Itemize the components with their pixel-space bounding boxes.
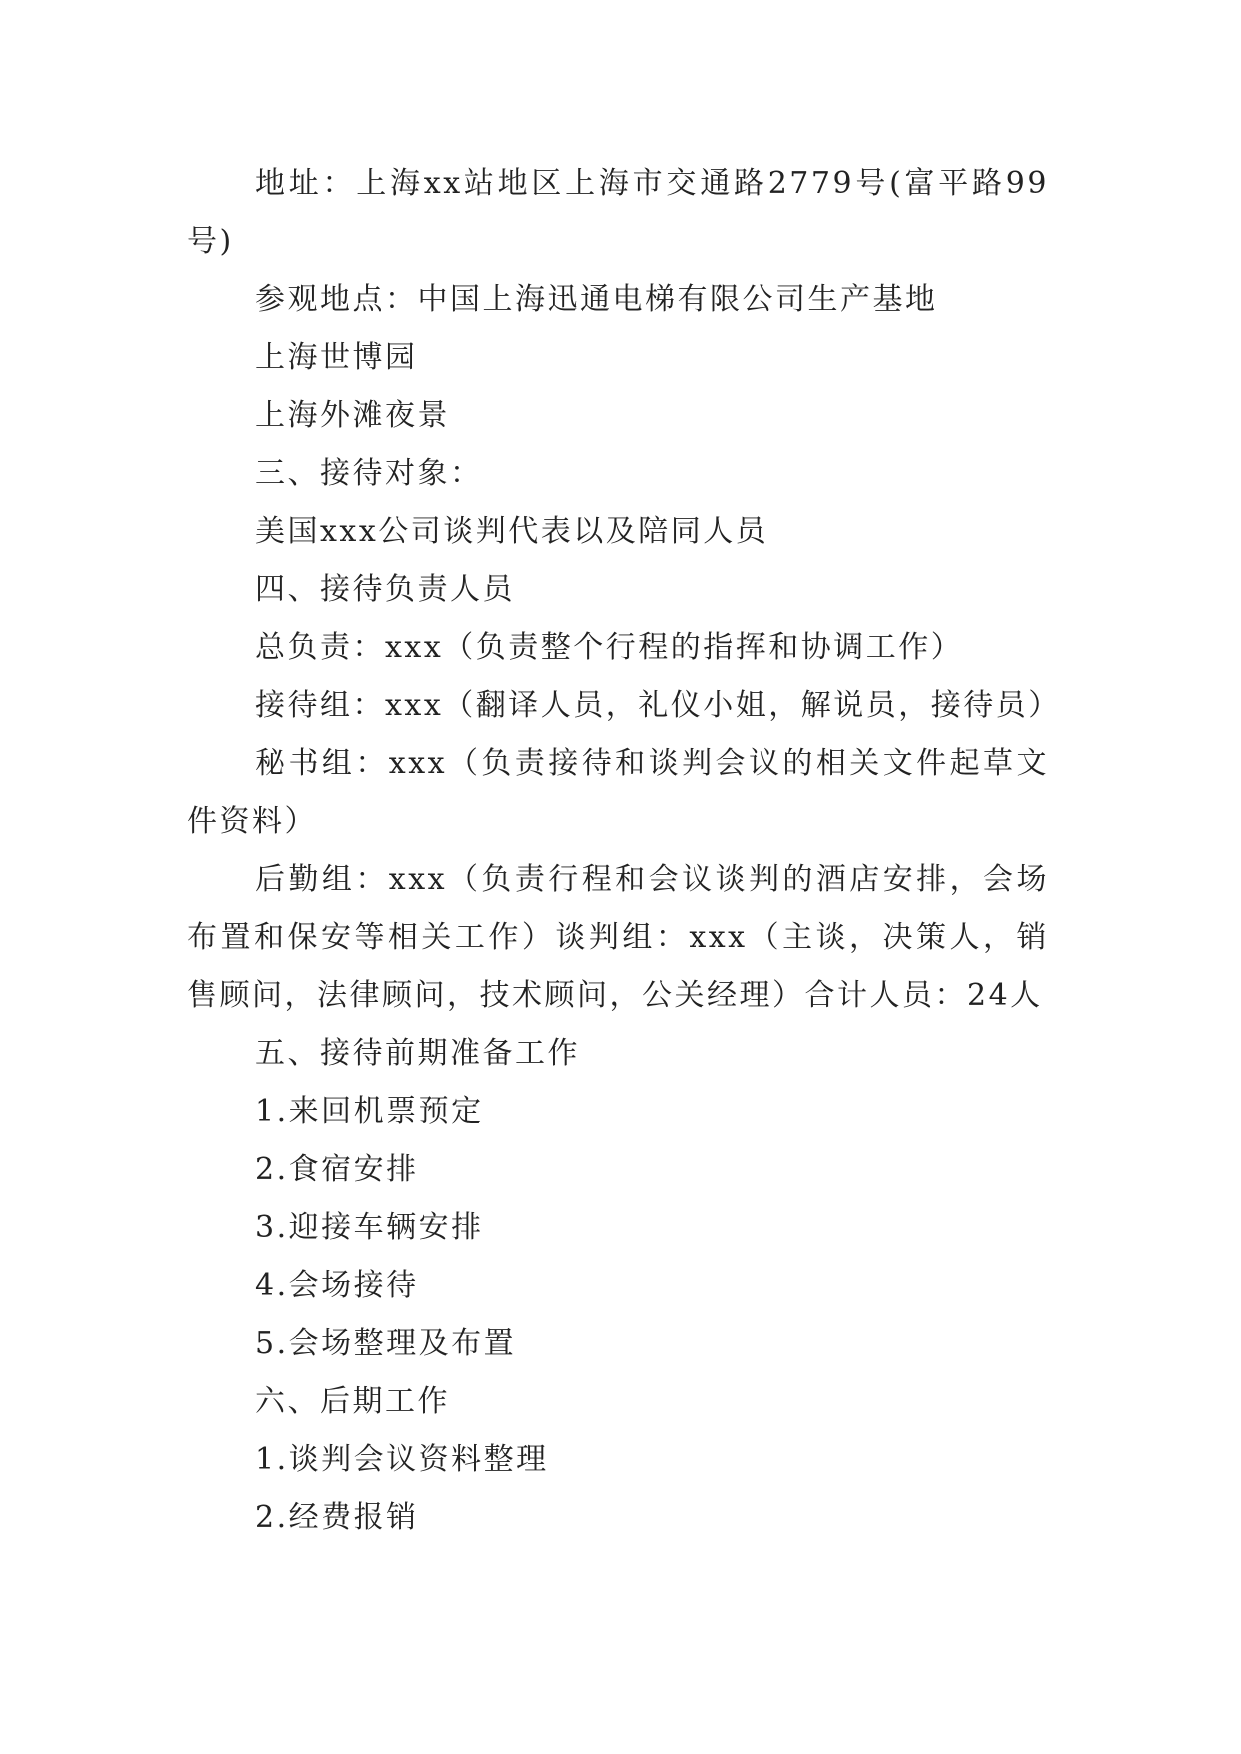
logistics-group-paragraph: 后勤组：xxx（负责行程和会议谈判的酒店安排，会场布置和保安等相关工作）谈判组：xxx（主谈，决策人，销售顾问，法律顾问，技术顾问，公关经理）合计人员：24人 xyxy=(187,862,1049,1013)
list-item: 1.谈判会议资料整理 xyxy=(255,1442,549,1477)
visit-location-paragraph: 参观地点：中国上海迅通电梯有限公司生产基地 xyxy=(255,282,938,317)
list-item: 2.食宿安排 xyxy=(255,1152,419,1187)
general-lead-paragraph: 总负责：xxx（负责整个行程的指挥和协调工作） xyxy=(255,630,964,665)
visit-location-bund: 上海外滩夜景 xyxy=(255,398,450,433)
visit-location-expo: 上海世博园 xyxy=(255,340,418,375)
section-heading-reception-target: 三、接待对象： xyxy=(255,456,483,491)
list-item: 5.会场整理及布置 xyxy=(255,1326,517,1361)
list-item: 2.经费报销 xyxy=(255,1500,419,1535)
section-heading-follow-up: 六、后期工作 xyxy=(255,1384,450,1419)
list-item: 3.迎接车辆安排 xyxy=(255,1210,484,1245)
address-paragraph: 地址：上海xx站地区上海市交通路2779号(富平路99号) xyxy=(187,166,1049,259)
reception-target-paragraph: 美国xxx公司谈判代表以及陪同人员 xyxy=(255,514,769,549)
list-item: 1.来回机票预定 xyxy=(255,1094,484,1129)
section-heading-responsible-staff: 四、接待负责人员 xyxy=(255,572,515,607)
secretary-group-paragraph: 秘书组：xxx（负责接待和谈判会议的相关文件起草文件资料） xyxy=(187,746,1049,839)
section-heading-preparation: 五、接待前期准备工作 xyxy=(255,1036,580,1071)
document-body xyxy=(187,155,1061,1547)
list-item: 4.会场接待 xyxy=(255,1268,419,1303)
reception-group-paragraph: 接待组：xxx（翻译人员，礼仪小姐，解说员，接待员） xyxy=(255,688,1061,723)
